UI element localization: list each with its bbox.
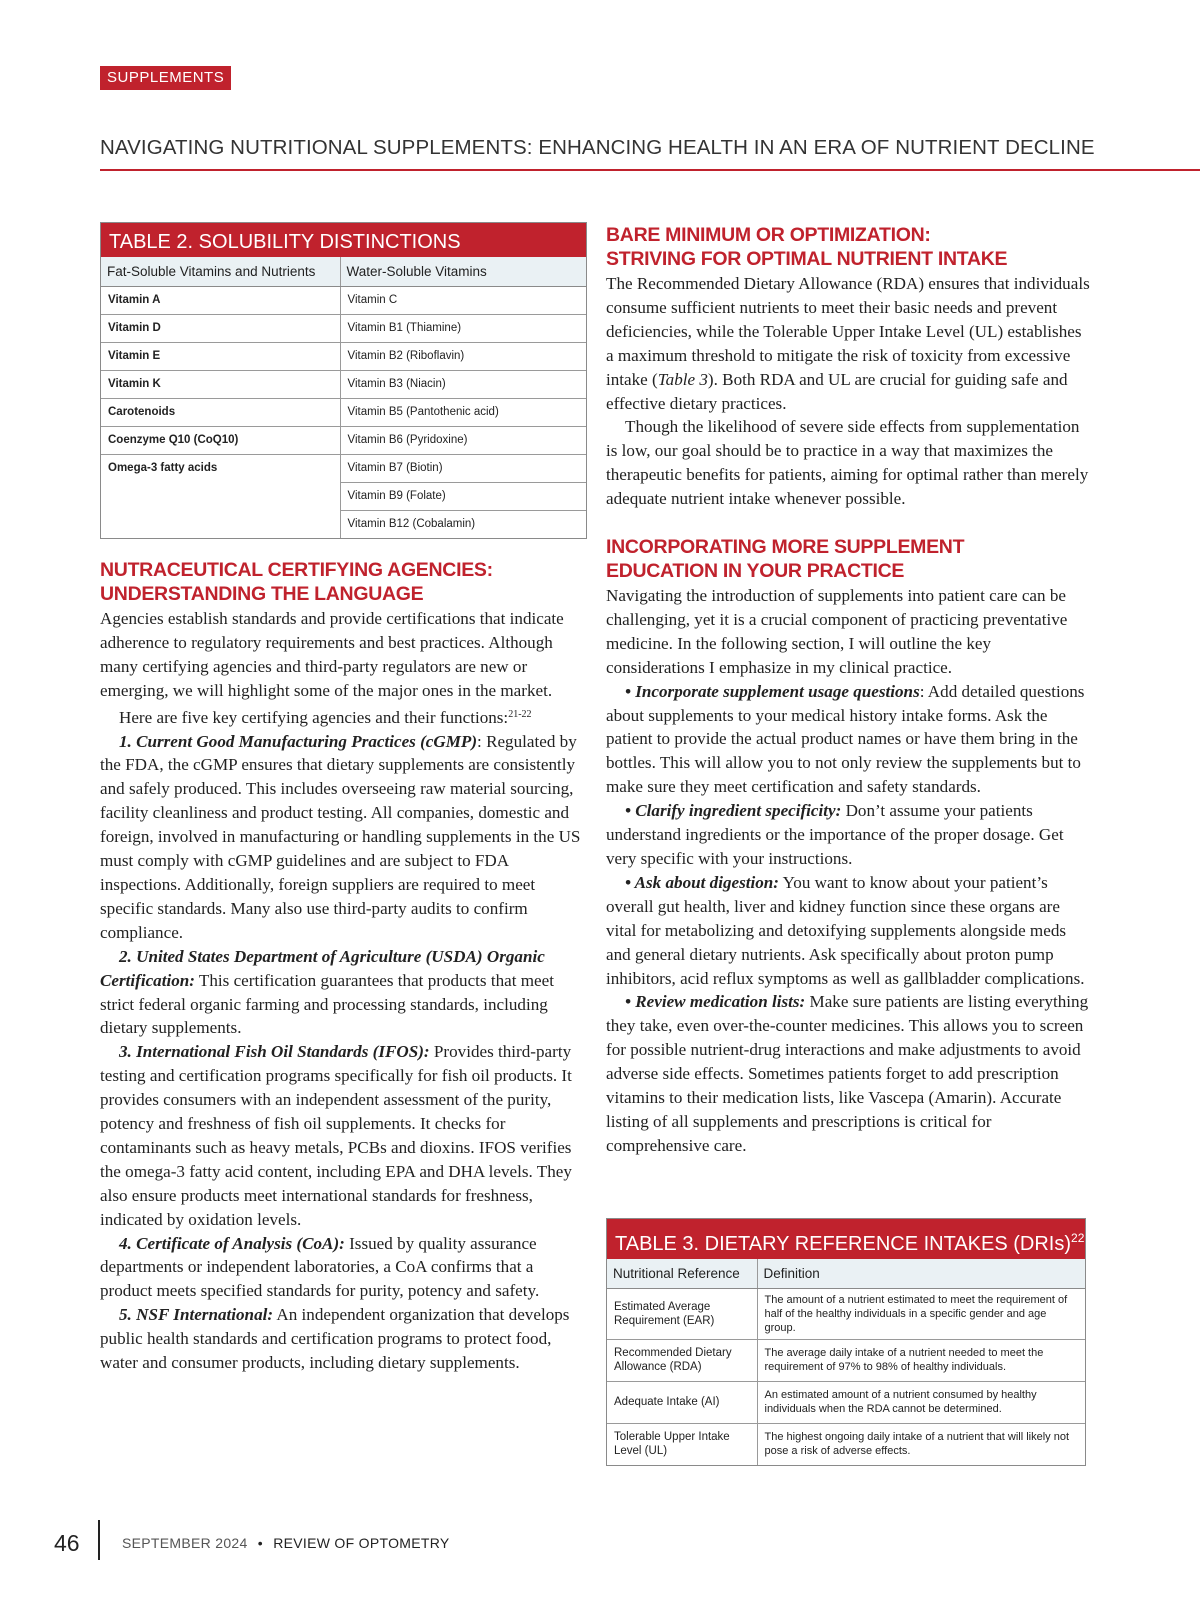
bullet-text: : Add detailed questions about supplements to your medical history intake forms. Ask the patient to provide the actual product names or have them bring in the bottles. This will allow you to not only review the supplements but to make sure they meet certification and safety standards.: [606, 681, 1085, 797]
bullet-text: Don’t assume your patients understand ingredients or the importance of the proper dosage. Get very specific with your instructions.: [606, 801, 1064, 868]
paragraph-text: The Recommended Dietary Allowance (RDA) ensures that individuals consume sufficient nutrients to meet their basic needs and prevent deficiencies, while the Tolerable Upper Intake Level (UL) establishes a maximum threshold to mitigate the risk of toxicity from excessive intake (: [606, 274, 1090, 389]
table3-title: [607, 1219, 1085, 1259]
table-cell: Omega-3 fatty acids: [101, 454, 340, 482]
paragraph: [100, 703, 587, 730]
table-cell: Vitamin C: [340, 286, 586, 314]
table-cell: Adequate Intake (AI): [607, 1381, 757, 1423]
agency-text: Issued by quality assurance departments or independent laboratories, a CoA confirms that a product meets specified standards for purity, potency and safety.: [100, 1233, 540, 1301]
agency-title: 1. Current Good Manufacturing Practices (cGMP): [119, 731, 478, 751]
bullet-text: You want to know about your patient’s overall gut health, liver and kidney function since these organs are vital for metabolizing and detoxifying supplements alongside meds and general dietary nutrients. Ask specifically about proton pump inhibitors, acid reflux symptoms as well as gallbladder complications.: [606, 872, 1085, 988]
agency-nsf: [100, 1303, 587, 1375]
table-row: [607, 1288, 1085, 1339]
footer-bullet: •: [257, 1535, 263, 1551]
footer-publication-line: [122, 1535, 450, 1551]
table2-col-header-water: Water-Soluble Vitamins: [340, 257, 586, 286]
agency-usda: [100, 945, 587, 1041]
table-cell: Estimated Average Requirement (EAR): [607, 1288, 757, 1339]
table-row: [607, 1381, 1085, 1423]
table3-title-text: TABLE 3. DIETARY REFERENCE INTAKES (DRIs): [615, 1233, 1072, 1255]
agency-title: 3. International Fish Oil Standards (IFOS):: [119, 1042, 430, 1062]
table-row: [101, 342, 586, 370]
reference-superscript: 22: [1071, 1231, 1085, 1245]
bullet-ingredient-specificity: [606, 799, 1090, 871]
agency-coa: [100, 1232, 587, 1304]
agency-ifos: [100, 1040, 587, 1231]
paragraph-text: ). Both RDA and UL are crucial for guiding safe and effective dietary practices.: [606, 369, 1068, 413]
article-title: NAVIGATING NUTRITIONAL SUPPLEMENTS: ENHANCING HEALTH IN AN ERA OF NUTRIENT DECLINE: [100, 136, 1095, 159]
bullet-text: Make sure patients are listing everything they take, even over-the-counter medicines. This allows you to screen for possible nutrient-drug interactions and make adjustments to avoid adverse side effects. Sometimes patients forget to add prescription vitamins to their medication lists, like Vascepa (Amarin). Accurate listing of all supplements and prescriptions is critical for comprehensive care.: [606, 992, 1089, 1155]
table-row: [101, 454, 586, 482]
bullet-title: • Incorporate supplement usage questions: [625, 681, 920, 701]
agency-title: 5. NSF International:: [119, 1305, 274, 1325]
title-rule: [100, 169, 1200, 171]
table-cell: Recommended Dietary Allowance (RDA): [607, 1339, 757, 1381]
table-row: [101, 510, 586, 538]
paragraph: [606, 272, 1090, 415]
table-cell-empty: [101, 482, 340, 510]
table-cell: Vitamin B7 (Biotin): [340, 454, 586, 482]
heading-line: STRIVING FOR OPTIMAL NUTRIENT INTAKE: [606, 248, 1008, 270]
heading-line: BARE MINIMUM OR OPTIMIZATION:: [606, 224, 931, 246]
bullet-digestion: [606, 871, 1090, 991]
footer-divider: [98, 1520, 100, 1560]
bullet-title: • Review medication lists:: [625, 992, 806, 1012]
bullet-usage-questions: [606, 680, 1090, 800]
bullet-medication-lists: [606, 990, 1090, 1157]
table-cell: Vitamin B3 (Niacin): [340, 370, 586, 398]
heading-optimization: [606, 223, 1007, 271]
paragraph: Agencies establish standards and provide certifications that indicate adherence to regulatory requirements and best practices. Although many certifying agencies and third-party regulators are new or emerging, we will highlight some of the major ones in the market.: [100, 609, 564, 700]
agency-cgmp: [100, 730, 587, 945]
table-cell: Tolerable Upper Intake Level (UL): [607, 1423, 757, 1465]
left-body-text: [100, 607, 587, 1375]
table-cell: Carotenoids: [101, 398, 340, 426]
table-cell: Coenzyme Q10 (CoQ10): [101, 426, 340, 454]
table-cell: Vitamin B1 (Thiamine): [340, 314, 586, 342]
agency-title: 2. United States Department of Agriculture (USDA) Organic Certification:: [100, 946, 545, 990]
table-cell: The average daily intake of a nutrient needed to meet the requirement of 97% to 98% of healthy individuals.: [757, 1339, 1085, 1381]
right-body-text-1: [606, 272, 1090, 511]
heading-line: NUTRACEUTICAL CERTIFYING AGENCIES:: [100, 559, 493, 581]
table-cell: The amount of a nutrient estimated to meet the requirement of half of the healthy individuals in a specific gender and age group.: [757, 1288, 1085, 1339]
table3-col-header-definition: Definition: [757, 1259, 1085, 1288]
table-row: [101, 482, 586, 510]
heading-line: EDUCATION IN YOUR PRACTICE: [606, 560, 905, 582]
heading-line: UNDERSTANDING THE LANGUAGE: [100, 583, 424, 605]
table-cell: Vitamin K: [101, 370, 340, 398]
table-cell: Vitamin B9 (Folate): [340, 482, 586, 510]
table-row: [101, 426, 586, 454]
heading-line: INCORPORATING MORE SUPPLEMENT: [606, 536, 965, 558]
heading-certifying-agencies: [100, 558, 493, 606]
agency-title: 4. Certificate of Analysis (CoA):: [119, 1233, 345, 1253]
section-tag: SUPPLEMENTS: [100, 66, 231, 90]
table-row: [607, 1423, 1085, 1465]
table-row: [101, 314, 586, 342]
table-cell: Vitamin E: [101, 342, 340, 370]
table-solubility-distinctions: [100, 222, 587, 539]
paragraph: Though the likelihood of severe side effects from supplementation is low, our goal should be to practice in a way that maximizes the therapeutic benefits for patients, aiming for optimal rather than merely adequate nutrient intake whenever possible.: [606, 417, 1089, 509]
table-row: [607, 1339, 1085, 1381]
table-cell: Vitamin D: [101, 314, 340, 342]
table-row: [101, 370, 586, 398]
table-cell: Vitamin B6 (Pyridoxine): [340, 426, 586, 454]
table2-col-header-fat: Fat-Soluble Vitamins and Nutrients: [101, 257, 340, 286]
table-row: [101, 286, 586, 314]
agency-text: Provides third-party testing and certification programs specifically for fish oil products. It provides consumers with an independent assessment of the purity, potency and freshness of fish oil supplements. It checks for contaminants such as heavy metals, PCBs and dioxins. IFOS verifies the omega-3 fatty acid content, including EPA and DHA levels. They also ensure products meet international standards for freshness, indicated by oxidation levels.: [100, 1042, 572, 1229]
agency-text: : Regulated by the FDA, the cGMP ensures that dietary supplements are consistently and safely produced. This includes overseeing raw material sourcing, facility cleanliness and product testing. All companies, domestic and foreign, involved in manufacturing or handling supplements in the US must comply with cGMP guidelines and are subject to FDA inspections. Additionally, foreign suppliers are required to meet specific standards. Many also use third-party audits to confirm compliance.: [100, 731, 581, 942]
paragraph-text: Here are five key certifying agencies and their functions:: [119, 707, 509, 727]
page-number: 46: [54, 1530, 80, 1556]
table-cell: Vitamin B5 (Pantothenic acid): [340, 398, 586, 426]
right-body-text-2: [606, 584, 1090, 1158]
table2-title: TABLE 2. SOLUBILITY DISTINCTIONS: [101, 223, 586, 257]
agency-text: This certification guarantees that products that meet strict federal organic farming and processing standards, including dietary supplements.: [100, 970, 554, 1038]
heading-supplement-education: [606, 535, 964, 583]
reference-superscript: 21-22: [508, 708, 532, 720]
table-cell-empty: [101, 510, 340, 538]
table-cell: Vitamin A: [101, 286, 340, 314]
table-row: [101, 398, 586, 426]
table-cell: An estimated amount of a nutrient consumed by healthy individuals when the RDA cannot be determined.: [757, 1381, 1085, 1423]
table-cell: The highest ongoing daily intake of a nutrient that will likely not pose a risk of adverse effects.: [757, 1423, 1085, 1465]
table-reference: Table 3: [657, 369, 708, 389]
publication-name: REVIEW OF OPTOMETRY: [273, 1535, 450, 1551]
issue-date: SEPTEMBER 2024: [122, 1535, 248, 1551]
table-cell: Vitamin B2 (Riboflavin): [340, 342, 586, 370]
table-cell: Vitamin B12 (Cobalamin): [340, 510, 586, 538]
agency-text: An independent organization that develops public health standards and certification programs to protect food, water and consumer products, including dietary supplements.: [100, 1305, 570, 1373]
paragraph: Navigating the introduction of supplements into patient care can be challenging, yet it is a crucial component of practicing preventative medicine. In the following section, I will outline the key considerations I emphasize in my clinical practice.: [606, 586, 1068, 677]
bullet-title: • Ask about digestion:: [625, 872, 779, 892]
table3-col-header-reference: Nutritional Reference: [607, 1259, 757, 1288]
table-dietary-reference-intakes: [606, 1218, 1086, 1466]
bullet-title: • Clarify ingredient specificity:: [625, 801, 842, 821]
